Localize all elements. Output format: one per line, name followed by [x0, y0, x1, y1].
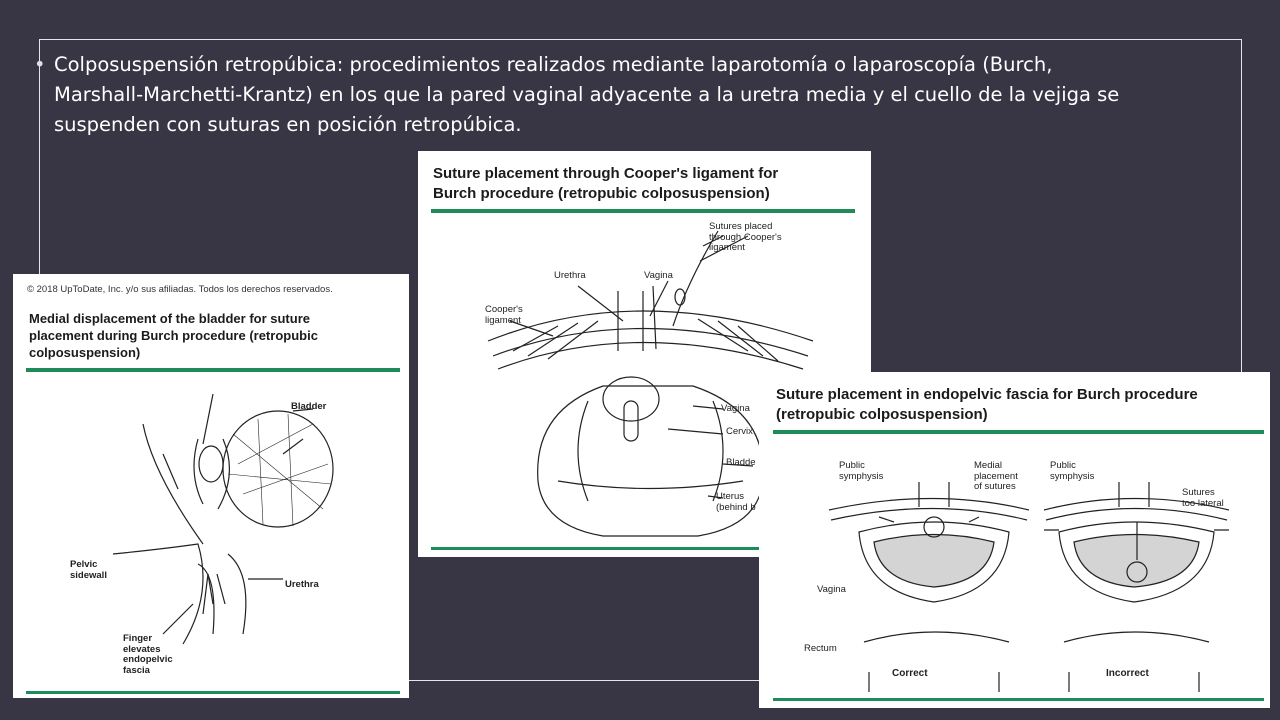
label-bladder: Bladder — [291, 401, 327, 412]
label-uterus: Uterus (behind b — [716, 491, 756, 513]
bullet-text: Colposuspensión retropúbica: procedimientos realizados mediante laparotomía o laparoscopía (Burch, Marshall-Marchetti-Krantz) en los que la pared vaginal adyacente a la uretra media y el cuello de la vejiga se suspenden con suturas en posición retropúbica. — [54, 53, 1120, 136]
label-sutures-too-lateral: Sutures too lateral — [1182, 487, 1224, 509]
bottom-rule — [26, 691, 400, 694]
label-urethra: Urethra — [554, 270, 586, 281]
label-finger-elevates: Finger elevates endopelvic fascia — [123, 633, 173, 676]
figure-endopelvic-fascia — [759, 372, 1270, 708]
label-vagina: Vagina — [817, 584, 846, 595]
label-pelvic-sidewall: Pelvic sidewall — [70, 559, 107, 581]
label-vagina-top: Vagina — [644, 270, 673, 281]
label-correct: Correct — [892, 668, 928, 679]
label-cervix: Cervix — [726, 426, 753, 437]
fascia-illustration — [759, 372, 1270, 708]
label-medial-placement: Medial placement of sutures — [974, 460, 1018, 492]
label-incorrect: Incorrect — [1106, 668, 1149, 679]
label-urethra: Urethra — [285, 579, 319, 590]
label-public-symphysis-1: Public symphysis — [839, 460, 884, 482]
label-sutures-placed: Sutures placed through Cooper's ligament — [709, 221, 782, 253]
label-coopers-ligament: Cooper's ligament — [485, 304, 523, 326]
label-vagina: Vagina — [721, 403, 750, 414]
figure-title: Medial displacement of the bladder for suture placement during Burch procedure (retropubic colposuspension) — [29, 311, 318, 360]
bullet-marker: • — [34, 53, 46, 76]
bladder-illustration — [13, 274, 409, 698]
bottom-rule — [773, 698, 1264, 701]
label-rectum: Rectum — [804, 643, 837, 654]
copyright-note: © 2018 UpToDate, Inc. y/o sus afiliadas. Todos los derechos reservados. — [27, 284, 333, 295]
figure-title: Suture placement in endopelvic fascia for Burch procedure (retropubic colposuspension) — [776, 386, 1198, 423]
figure-bladder-displacement — [13, 274, 409, 698]
label-bladder: Bladde — [726, 457, 756, 468]
label-public-symphysis-2: Public symphysis — [1050, 460, 1095, 482]
bullet-paragraph — [34, 50, 1234, 140]
figure-title: Suture placement through Cooper's ligament for Burch procedure (retropubic colposuspension) — [433, 165, 779, 202]
